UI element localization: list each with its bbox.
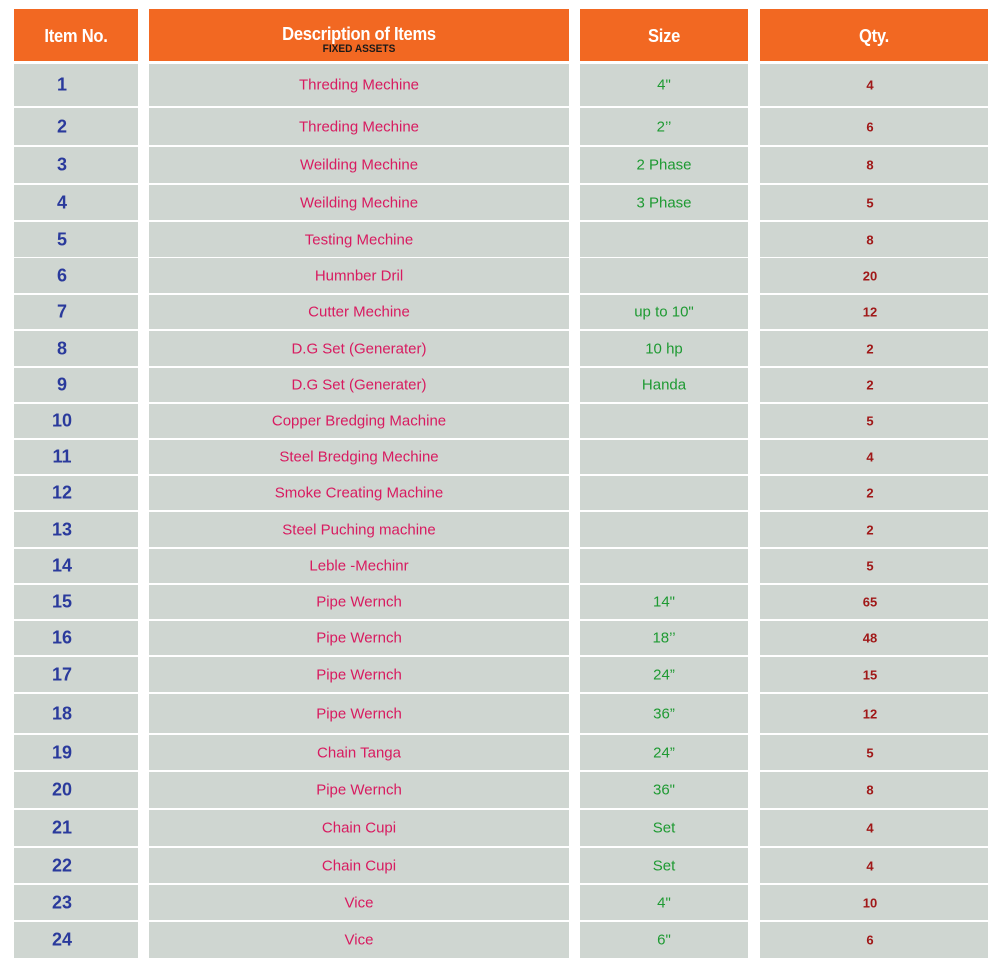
item-qty-cell bbox=[760, 64, 988, 106]
item-no-cell bbox=[14, 621, 138, 655]
item-description-cell bbox=[149, 735, 569, 770]
item-size-cell bbox=[580, 885, 748, 920]
item-qty-cell bbox=[760, 735, 988, 770]
item-qty-cell bbox=[760, 331, 988, 366]
item-size-cell bbox=[580, 772, 748, 808]
item-size-cell bbox=[580, 657, 748, 692]
item-description: Weilding Mechine bbox=[299, 156, 419, 174]
item-qty-cell bbox=[760, 885, 988, 920]
item-qty-cell bbox=[760, 694, 988, 733]
item-no-cell bbox=[14, 922, 138, 958]
item-description-cell bbox=[149, 810, 569, 846]
item-size: Set bbox=[652, 857, 676, 874]
item-qty: 12 bbox=[862, 304, 878, 320]
item-size: 3 Phase bbox=[636, 194, 692, 211]
item-qty-cell bbox=[760, 848, 988, 883]
item-size: Set bbox=[652, 819, 676, 837]
item-qty: 8 bbox=[866, 157, 874, 173]
item-size: 2’’ bbox=[656, 118, 672, 135]
item-no-cell bbox=[14, 885, 138, 920]
item-size-cell bbox=[580, 440, 748, 474]
header-description-sublabel: FIXED ASSETS bbox=[322, 43, 396, 55]
item-no: 4 bbox=[56, 192, 67, 212]
item-size: 4" bbox=[657, 76, 671, 94]
item-size: 6" bbox=[657, 931, 671, 949]
item-qty-cell bbox=[760, 549, 988, 583]
item-size: 10 hp bbox=[645, 340, 683, 357]
item-size-cell bbox=[580, 848, 748, 883]
item-qty-cell bbox=[760, 476, 988, 510]
item-description-cell bbox=[149, 657, 569, 692]
item-no: 18 bbox=[51, 703, 73, 723]
item-size-cell bbox=[580, 621, 748, 655]
item-description-cell bbox=[149, 585, 569, 619]
item-size-cell bbox=[580, 694, 748, 733]
item-qty-cell bbox=[760, 621, 988, 655]
item-description-cell bbox=[149, 295, 569, 329]
item-qty: 2 bbox=[866, 341, 874, 356]
item-description: D.G Set (Generater) bbox=[291, 340, 427, 357]
item-size: 24” bbox=[653, 744, 675, 761]
item-no-cell bbox=[14, 258, 138, 293]
item-no-cell bbox=[14, 585, 138, 619]
item-description: Chain Tanga bbox=[317, 744, 401, 761]
header-item-no-label: Item No. bbox=[44, 26, 108, 46]
item-qty: 6 bbox=[866, 119, 874, 134]
item-no: 17 bbox=[51, 664, 73, 684]
item-qty: 8 bbox=[866, 782, 874, 798]
item-qty-cell bbox=[760, 585, 988, 619]
item-no: 20 bbox=[51, 779, 73, 800]
item-no-cell bbox=[14, 810, 138, 846]
item-qty-cell bbox=[760, 512, 988, 547]
item-no-cell bbox=[14, 440, 138, 474]
item-qty-cell bbox=[760, 922, 988, 958]
item-description: Vice bbox=[344, 931, 374, 949]
item-qty: 2 bbox=[866, 522, 874, 537]
item-size: 4" bbox=[657, 894, 671, 911]
item-description: D.G Set (Generater) bbox=[291, 376, 427, 394]
item-qty: 10 bbox=[862, 895, 878, 910]
item-no: 8 bbox=[56, 338, 67, 358]
item-description: Pipe Wernch bbox=[316, 705, 402, 722]
item-no-cell bbox=[14, 476, 138, 510]
item-description: Threding Mechine bbox=[298, 118, 420, 135]
item-no: 3 bbox=[56, 154, 67, 175]
item-qty: 8 bbox=[866, 232, 874, 247]
item-size-cell bbox=[580, 331, 748, 366]
item-no-cell bbox=[14, 694, 138, 733]
item-qty: 4 bbox=[866, 858, 874, 873]
item-description-cell bbox=[149, 108, 569, 145]
item-size-cell bbox=[580, 404, 748, 438]
item-size: up to 10" bbox=[634, 303, 694, 321]
item-description-cell bbox=[149, 621, 569, 655]
item-qty: 6 bbox=[866, 932, 874, 948]
item-description: Pipe Wernch bbox=[316, 781, 402, 799]
item-description: Threding Mechine bbox=[298, 76, 420, 94]
item-no-cell bbox=[14, 64, 138, 106]
header-qty-label: Qty. bbox=[859, 26, 889, 46]
item-no: 6 bbox=[56, 265, 67, 285]
item-no: 7 bbox=[56, 301, 67, 322]
item-description: Testing Mechine bbox=[304, 231, 414, 248]
item-no-cell bbox=[14, 512, 138, 547]
item-size-cell bbox=[580, 295, 748, 329]
item-size: 14" bbox=[652, 593, 675, 611]
item-qty-cell bbox=[760, 657, 988, 692]
item-no-cell bbox=[14, 772, 138, 808]
item-size: 36" bbox=[652, 781, 675, 799]
item-no: 9 bbox=[56, 374, 67, 395]
item-description: Leble -Mechinr bbox=[309, 557, 409, 575]
item-qty: 48 bbox=[862, 630, 878, 646]
item-no: 5 bbox=[56, 229, 67, 249]
item-no-cell bbox=[14, 657, 138, 692]
item-description-cell bbox=[149, 512, 569, 547]
item-description-cell bbox=[149, 476, 569, 510]
item-size-cell bbox=[580, 512, 748, 547]
item-no: 13 bbox=[51, 519, 73, 539]
item-description-cell bbox=[149, 331, 569, 366]
item-description-cell bbox=[149, 185, 569, 220]
item-no: 21 bbox=[51, 817, 73, 838]
item-description: Pipe Wernch bbox=[316, 593, 402, 611]
item-qty: 12 bbox=[862, 706, 878, 721]
item-size-cell bbox=[580, 549, 748, 583]
item-no: 16 bbox=[51, 627, 73, 648]
item-description: Humnber Dril bbox=[314, 267, 404, 284]
item-qty-cell bbox=[760, 147, 988, 183]
item-qty-cell bbox=[760, 772, 988, 808]
item-qty: 5 bbox=[866, 413, 874, 429]
item-description: Pipe Wernch bbox=[316, 666, 402, 683]
item-size: 18’’ bbox=[652, 629, 676, 647]
header-description-label: Description of Items bbox=[282, 24, 436, 44]
item-no: 14 bbox=[51, 555, 73, 576]
item-description-cell bbox=[149, 694, 569, 733]
item-description-cell bbox=[149, 258, 569, 293]
item-qty: 2 bbox=[866, 377, 874, 393]
item-size: 36” bbox=[653, 705, 675, 722]
item-no: 11 bbox=[52, 446, 72, 467]
item-qty: 4 bbox=[866, 820, 874, 836]
item-description-cell bbox=[149, 440, 569, 474]
item-size: 24” bbox=[653, 666, 675, 683]
item-qty: 4 bbox=[866, 449, 874, 465]
item-no-cell bbox=[14, 735, 138, 770]
item-no-cell bbox=[14, 331, 138, 366]
item-description: Vice bbox=[344, 894, 374, 911]
item-description: Weilding Mechine bbox=[299, 194, 419, 211]
item-description-cell bbox=[149, 147, 569, 183]
item-description: Smoke Creating Machine bbox=[274, 484, 444, 502]
item-no: 23 bbox=[51, 892, 73, 912]
item-no-cell bbox=[14, 368, 138, 402]
item-qty-cell bbox=[760, 440, 988, 474]
item-size-cell bbox=[580, 810, 748, 846]
item-qty: 5 bbox=[866, 745, 874, 760]
item-no: 19 bbox=[51, 742, 73, 762]
item-description: Chain Cupi bbox=[321, 819, 397, 837]
item-no-cell bbox=[14, 549, 138, 583]
item-qty-cell bbox=[760, 108, 988, 145]
item-description: Copper Bredging Machine bbox=[271, 412, 447, 430]
item-description-cell bbox=[149, 222, 569, 257]
item-no-cell bbox=[14, 848, 138, 883]
item-description: Cutter Mechine bbox=[308, 303, 410, 321]
item-no-cell bbox=[14, 185, 138, 220]
item-description: Pipe Wernch bbox=[316, 629, 402, 647]
item-no: 12 bbox=[51, 482, 73, 503]
item-description-cell bbox=[149, 848, 569, 883]
item-description-cell bbox=[149, 772, 569, 808]
item-no: 24 bbox=[51, 929, 73, 950]
item-size: 2 Phase bbox=[636, 156, 692, 174]
item-description-cell bbox=[149, 64, 569, 106]
item-qty: 4 bbox=[866, 77, 874, 93]
item-qty: 2 bbox=[866, 485, 874, 501]
item-no: 2 bbox=[56, 116, 67, 136]
item-size-cell bbox=[580, 222, 748, 257]
item-description: Steel Puching machine bbox=[282, 521, 436, 538]
item-size-cell bbox=[580, 735, 748, 770]
item-no: 1 bbox=[56, 74, 67, 95]
item-size-cell bbox=[580, 185, 748, 220]
item-size-cell bbox=[580, 476, 748, 510]
header-size-label: Size bbox=[647, 26, 681, 46]
item-size-cell bbox=[580, 368, 748, 402]
item-description-cell bbox=[149, 404, 569, 438]
item-size: Handa bbox=[641, 376, 687, 394]
item-qty-cell bbox=[760, 295, 988, 329]
item-size-cell bbox=[580, 585, 748, 619]
item-qty: 5 bbox=[866, 195, 874, 210]
item-description: Chain Cupi bbox=[321, 857, 397, 874]
item-description-cell bbox=[149, 922, 569, 958]
item-size-cell bbox=[580, 922, 748, 958]
item-qty-cell bbox=[760, 222, 988, 257]
item-qty: 5 bbox=[866, 558, 874, 574]
item-no-cell bbox=[14, 404, 138, 438]
item-description-cell bbox=[149, 885, 569, 920]
item-no-cell bbox=[14, 222, 138, 257]
item-size-cell bbox=[580, 108, 748, 145]
item-size-cell bbox=[580, 258, 748, 293]
item-size-cell bbox=[580, 147, 748, 183]
item-qty-cell bbox=[760, 404, 988, 438]
item-no-cell bbox=[14, 147, 138, 183]
item-no-cell bbox=[14, 108, 138, 145]
item-no: 10 bbox=[51, 410, 73, 431]
item-description-cell bbox=[149, 549, 569, 583]
item-qty: 20 bbox=[862, 268, 878, 283]
item-description: Steel Bredging Mechine bbox=[279, 448, 439, 466]
item-qty-cell bbox=[760, 368, 988, 402]
item-qty: 65 bbox=[862, 594, 878, 610]
item-qty-cell bbox=[760, 185, 988, 220]
item-no-cell bbox=[14, 295, 138, 329]
item-no: 15 bbox=[51, 591, 73, 612]
item-description-cell bbox=[149, 368, 569, 402]
item-qty-cell bbox=[760, 810, 988, 846]
item-size-cell bbox=[580, 64, 748, 106]
item-qty-cell bbox=[760, 258, 988, 293]
item-no: 22 bbox=[51, 855, 73, 875]
item-qty: 15 bbox=[862, 667, 878, 682]
